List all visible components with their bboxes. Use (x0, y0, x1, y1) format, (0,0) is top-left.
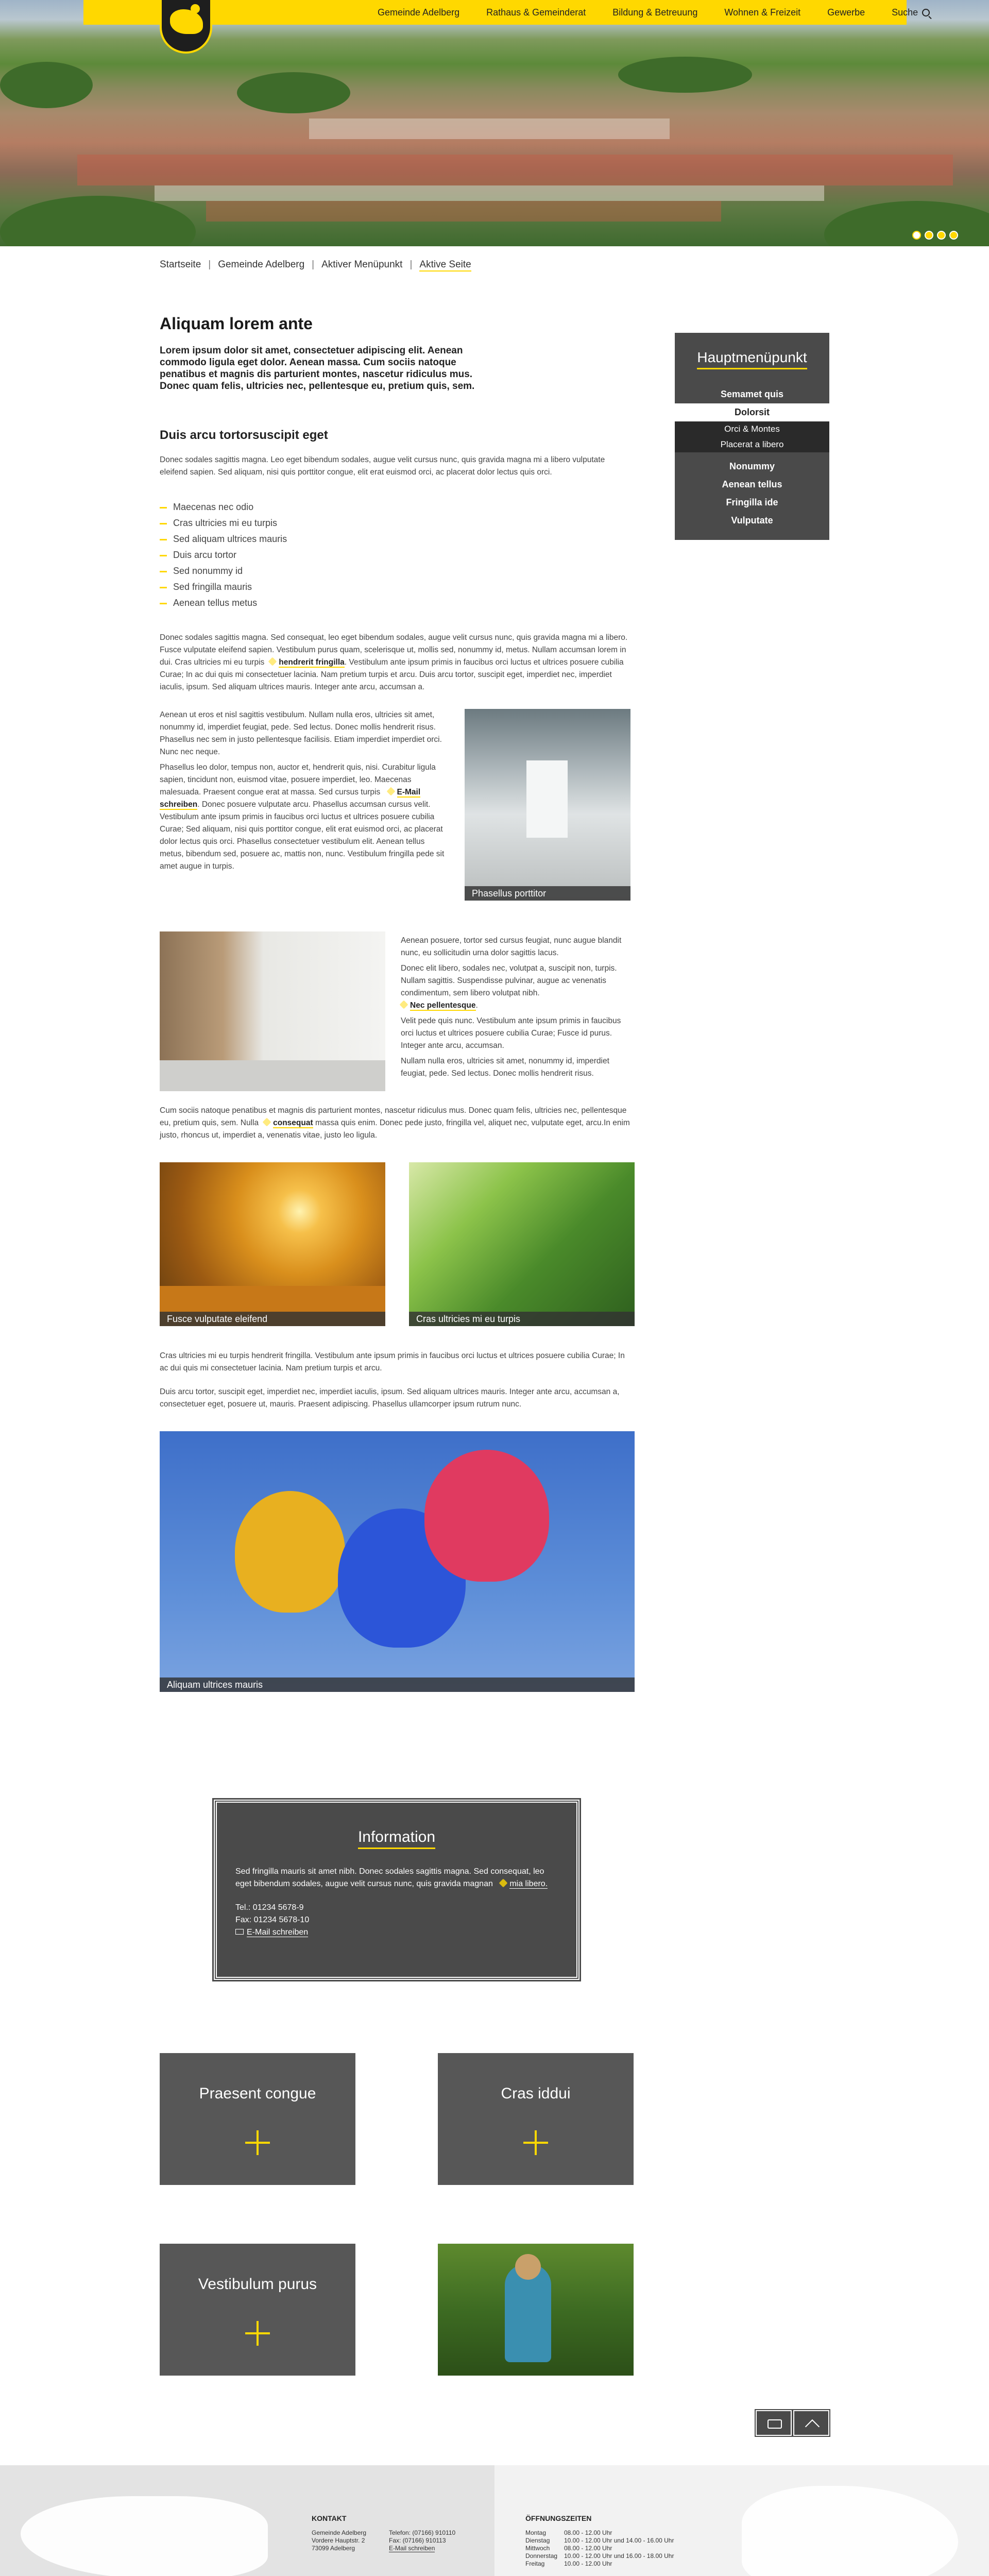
pencil-link-icon (499, 1879, 508, 1888)
info-paragraph: Sed fringilla mauris sit amet nibh. Donec sodales sagittis magna. Sed consequat, leo eget bibendum sodales, augue velit cursus nunc, quis gravida magnan (235, 1867, 544, 1888)
paragraph-text: Donec sodales sagittis magna. Sed consequat, leo eget bibendum sodales, augue velit cursus nunc, quis gravida magna mi a libero. Fusce vulputate eleifend sapien. Vestibulum purus quam, scelerisque ut, mollis sed, nonummy id, metus. Nullam accumsan lorem in dui. Cras ultricies mi eu turpis (160, 633, 628, 667)
day-label: Freitag (525, 2560, 545, 2567)
print-button[interactable] (756, 2410, 792, 2436)
footer-contact (389, 2529, 455, 2552)
day-label: Dienstag (525, 2537, 550, 2544)
day-label: Montag (525, 2529, 547, 2536)
paragraph (160, 632, 635, 693)
paragraph-text: Cum sociis natoque penatibus et magnis dis parturient montes, nascetur ridiculus mus. Donec quam felis, ultricies nec, pellentesque eu, pretium quis, sem. Nulla (160, 1106, 627, 1127)
lion-emblem-icon (742, 2486, 958, 2576)
search-label: Suche (892, 7, 918, 18)
paragraph: Donec sodales sagittis magna. Leo eget bibendum sodales, augue velit cursus nunc, quis gravida magna mi a libero vulputate eleifend sapien. Sed aliquam, nisi quis porttitor congue, elit erat euismod orci, ac placerat dolor lectus quis orci. (160, 455, 605, 477)
image-caption: Phasellus porttitor (465, 886, 630, 901)
slider-dot[interactable] (912, 231, 921, 240)
pencil-link-icon (400, 1001, 408, 1009)
address-line: Gemeinde Adelberg (312, 2529, 367, 2536)
slider-dot[interactable] (937, 231, 946, 240)
paragraph: Velit pede quis nunc. Vestibulum ante ipsum primis in faucibus orci luctus et ultrices posuere cubilia Curae; Fusce id purus. Integer ante arcu, accumsan. (401, 1016, 621, 1050)
day-label: Mittwoch (525, 2545, 550, 2552)
teaser-title: Cras iddui (501, 2085, 571, 2102)
image-caption: Fusce vulputate eleifend (160, 1312, 385, 1326)
hours-value: 10.00 - 12.00 Uhr (564, 2560, 612, 2567)
footer-hours-title: ÖFFNUNGSZEITEN (525, 2514, 592, 2522)
page-title: Aliquam lorem ante (160, 314, 313, 333)
nav-item-bildung[interactable]: Bildung & Betreuung (612, 7, 698, 18)
slider-dot[interactable] (925, 231, 933, 240)
breadcrumb (160, 259, 471, 272)
breadcrumb-separator: | (410, 259, 413, 270)
slider-dots (912, 231, 958, 240)
footer-fax: Fax: (07166) 910113 (389, 2537, 446, 2544)
hours-value: 10.00 - 12.00 Uhr und 14.00 - 16.00 Uhr (564, 2537, 674, 2544)
plus-icon (523, 2130, 548, 2155)
email-link[interactable]: E-Mail schreiben (247, 1928, 309, 1937)
slider-dot[interactable] (949, 231, 958, 240)
paragraph-text: . Donec posuere vulputate arcu. Phasellus accumsan cursus velit. Vestibulum ante ipsum primis in faucibus orci luctus et ultrices posuere cubilia Curae; Sed aliquam, nisi quis porttitor congue, elit erat euismod orci, ac placerat dolor lectus quis orci. Phasellus consectetuer vestibulum elit. Aenean tellus metus, bibendum sed, posuere ac, mattis non, nunc. Vestibulum fringilla pede sit amet augue in turpis. (160, 800, 445, 871)
nav-item-gewerbe[interactable]: Gewerbe (827, 7, 865, 18)
list-item: Maecenas nec odio (160, 499, 635, 515)
sidebar-subitem[interactable]: Placerat a libero (720, 439, 784, 449)
sidebar-title-text: Hauptmenüpunkt (697, 349, 807, 369)
footer (0, 2465, 989, 2576)
footer-hours-times (564, 2529, 674, 2568)
teaser-image-tile[interactable] (438, 2244, 634, 2376)
list-item: Aenean tellus metus (160, 595, 635, 611)
scroll-top-button[interactable] (793, 2410, 829, 2436)
nav-search[interactable] (878, 7, 943, 18)
breadcrumb-item[interactable]: Aktiver Menüpunkt (321, 259, 403, 270)
sidebar-subitem[interactable]: Orci & Montes (724, 424, 780, 434)
list-item: Sed nonummy id (160, 563, 635, 579)
mail-icon (386, 787, 395, 796)
list-item: Duis arcu tortor (160, 547, 635, 563)
image-text-block (160, 931, 635, 1091)
information-box (214, 1800, 579, 1980)
paragraph-text: . Vestibulum ante ipsum primis in faucibus orci luctus et ultrices posuere cubilia Curae; In ac dui quis mi consectetuer lacinia. Nam pretium turpis et arcu. Duis arcu tortor, suscipit eget, imperdiet nec, imperdiet iaculis, ipsum. Sed aliquam ultrices mauris. Integer ante arcu, accumsan a. (160, 658, 624, 691)
sidebar-item[interactable]: Semamet quis (720, 389, 784, 399)
search-icon (922, 9, 930, 16)
nav-item-gemeinde[interactable]: Gemeinde Adelberg (378, 7, 460, 18)
plus-icon (245, 2321, 270, 2346)
breadcrumb-item[interactable]: Gemeinde Adelberg (218, 259, 305, 270)
image-caption: Cras ultricies mi eu turpis (409, 1312, 635, 1326)
office-image (160, 931, 385, 1091)
paragraph (160, 1105, 635, 1142)
nav-item-wohnen[interactable]: Wohnen & Freizeit (724, 7, 801, 18)
paragraph: Aenean posuere, tortor sed cursus feugiat, nunc augue blandit nunc, eu sollicitudin urna dolor sagittis lacus. (401, 936, 622, 957)
teaser-title: Vestibulum purus (198, 2276, 317, 2293)
hours-value: 08.00 - 12.00 Uhr (564, 2545, 612, 2552)
teaser-title: Praesent congue (199, 2085, 316, 2102)
footer-address (312, 2529, 366, 2552)
grass-image (409, 1162, 635, 1326)
list-item: Sed fringilla mauris (160, 579, 635, 595)
breadcrumb-current[interactable]: Aktive Seite (419, 259, 471, 272)
footer-phone: Telefon: (07166) 910110 (389, 2529, 456, 2536)
breadcrumb-separator: | (312, 259, 315, 270)
footer-contact-title: KONTAKT (312, 2514, 347, 2522)
info-link[interactable]: mia libero. (509, 1879, 548, 1888)
main-content (160, 314, 635, 1692)
paragraph: Nullam nulla eros, ultricies sit amet, nonummy id, imperdiet feugiat, pede. Sed lectus. Donec mollis hendrerit risus. (401, 1057, 609, 1078)
inline-link[interactable]: hendrerit fringilla (279, 658, 345, 667)
sidebar-item[interactable]: Aenean tellus (722, 479, 782, 489)
corridor-image (465, 709, 630, 901)
printer-icon (768, 2419, 782, 2429)
coat-of-arms-logo[interactable] (160, 0, 212, 54)
sidebar-navigation (675, 333, 829, 540)
envelope-icon (235, 1929, 244, 1935)
info-fax: Fax: 01234 5678-10 (235, 1916, 310, 1924)
lead-text: Lorem ipsum dolor sit amet, consectetuer adipiscing elit. Aenean commodo ligula eget dolor. Aenean massa. Cum sociis natoque penatibus et magnis dis parturient montes, nascetur ridiculus mus. Donec quam felis, ultricies nec, pellentesque eu, pretium quis, sem. (160, 345, 475, 392)
day-label: Donnerstag (525, 2552, 558, 2560)
footer-left-panel (0, 2465, 494, 2576)
chevron-up-icon (805, 2419, 820, 2434)
inline-link[interactable]: Nec pellentesque (410, 1001, 476, 1010)
inline-link[interactable]: consequat (273, 1118, 313, 1127)
sidebar-item[interactable]: Fringilla ide (726, 497, 778, 507)
paragraph-text: Phasellus leo dolor, tempus non, auctor et, hendrerit quis, nisi. Curabitur ligula sapien, tincidunt non, euismod vitae, posuere imperdiet, leo. Maecenas malesuada. Praesent congue erat at massa. Sed cursus turpis (160, 763, 436, 796)
info-mail-row (235, 1926, 560, 1939)
hero-image (0, 0, 989, 246)
lion-emblem-icon (170, 9, 203, 34)
info-title: Information (358, 1828, 435, 1849)
email-link[interactable]: E-Mail schreiben (160, 788, 421, 809)
breadcrumb-separator: | (208, 259, 211, 270)
teaser-tile[interactable] (160, 2244, 355, 2376)
info-text (235, 1866, 560, 1890)
address-line: Vordere Hauptstr. 2 (312, 2537, 365, 2544)
pencil-link-icon (263, 1118, 271, 1127)
address-line: 73099 Adelberg (312, 2545, 355, 2552)
image-gallery (160, 1162, 635, 1326)
sidebar-submenu (675, 421, 829, 452)
sidebar-item[interactable]: Nonummy (729, 461, 775, 471)
balloons-image (160, 1431, 635, 1692)
footer-email-link[interactable]: E-Mail schreiben (389, 2545, 435, 2552)
image-caption: Aliquam ultrices mauris (160, 1677, 635, 1692)
breadcrumb-item[interactable]: Startseite (160, 259, 201, 270)
teaser-tile[interactable] (160, 2053, 355, 2185)
paragraph: Donec elit libero, sodales nec, volutpat a, suscipit non, turpis. Nullam sagittis. Suspendisse pulvinar, augue ac venenatis condimentum, sem libero volutpat nibh. Nec pellentesque. (401, 962, 630, 1012)
paragraph: Cras ultricies mi eu turpis hendrerit fringilla. Vestibulum ante ipsum primis in faucibus orci luctus et ultrices posuere cubilia Curae; In ac dui quis mi consectetuer lacinia. Nam pretium turpis et arcu. (160, 1351, 625, 1372)
list-item: Sed aliquam ultrices mauris (160, 531, 635, 547)
autumn-image (160, 1162, 385, 1326)
list-item: Cras ultricies mi eu turpis (160, 515, 635, 531)
paragraph: Duis arcu tortor, suscipit eget, imperdiet nec, imperdiet iaculis, ipsum. Sed aliquam ultrices mauris. Integer ante arcu, accumsan a, consectetuer eget, posuere ut, mauris. Praesent adipiscing. Phasellus ullamcorper ipsum rutrum nunc. (160, 1387, 620, 1409)
paragraph-text: Donec elit libero, sodales nec, volutpat a, suscipit non, turpis. Nullam sagittis. Suspendisse pulvinar, augue ac venenatis condimentum, sem libero volutpat nibh. (401, 964, 617, 997)
nav-item-rathaus[interactable]: Rathaus & Gemeinderat (486, 7, 586, 18)
text-image-block (160, 709, 635, 903)
hours-value: 10.00 - 12.00 Uhr und 16.00 - 18.00 Uhr (564, 2552, 674, 2560)
paragraph (160, 761, 449, 873)
teaser-tile[interactable] (438, 2053, 634, 2185)
section-heading: Duis arcu tortorsuscipit eget (160, 428, 328, 442)
griffin-emblem-icon (21, 2496, 268, 2576)
hiker-head (515, 2254, 541, 2280)
paragraph: Aenean ut eros et nisl sagittis vestibulum. Nullam nulla eros, ultricies sit amet, nonummy id, imperdiet feugiat, pede. Sed lectus. Donec mollis hendrerit risus. Phasellus nec sem in justo pellentesque facilisis. Etiam imperdiet imperdiet orci. Nunc nec neque. (160, 710, 442, 756)
info-tel: Tel.: 01234 5678-9 (235, 1903, 304, 1912)
plus-icon (245, 2130, 270, 2155)
sidebar-item[interactable]: Vulputate (731, 515, 773, 526)
footer-hours-days (525, 2529, 557, 2568)
bullet-list (160, 499, 635, 611)
paragraph-text: massa quis enim. Donec pede justo, fringilla vel, aliquet nec, vulputate eget, arcu.In enim justo, rhoncus ut, imperdiet a, venenatis vitae, justo leo ligula. (160, 1118, 630, 1140)
hours-value: 08.00 - 12.00 Uhr (564, 2529, 612, 2536)
sidebar-title (675, 333, 829, 385)
sidebar-item-active[interactable]: Dolorsit (675, 403, 829, 421)
pencil-link-icon (268, 657, 277, 666)
